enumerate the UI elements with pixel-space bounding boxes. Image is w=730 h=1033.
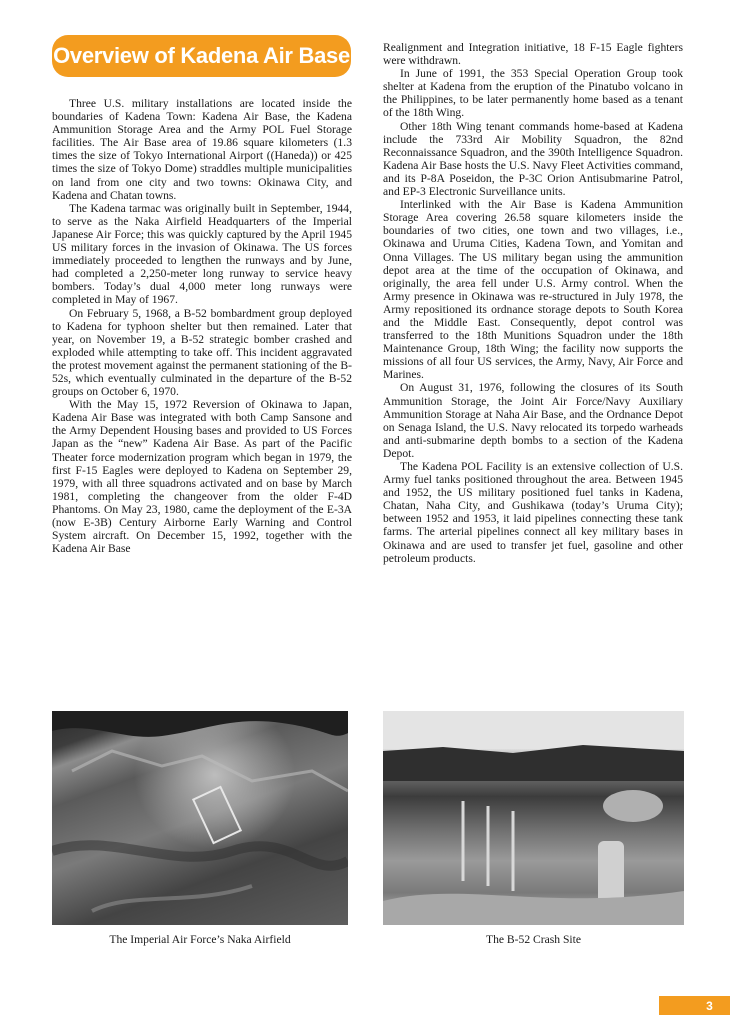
paragraph: On August 31, 1976, following the closures of its South Ammunition Storage, the Joint Air Force/Navy Auxiliary Ammunition Storage at Naha Air Base, and the Ordnance Depot on Senaga Island, the U.S. Navy relocated its torpedo warheads and anti-submarine depth bombs to a section of the Kadena Depot.: [383, 381, 683, 460]
photo-caption: The B-52 Crash Site: [486, 933, 581, 946]
page-title-banner: [52, 35, 351, 77]
crash-site-photo: [383, 711, 684, 925]
paragraph: On February 5, 1968, a B-52 bombardment group deployed to Kadena for typhoon shelter but then remained. Later that year, on November 19, a B-52 strategic bomber crashed and exploded while attempting to take off. This incident aggravated the protest movement against the permanent stationing of the B-52s, which eventually culminated in the departure of the B-52 groups on October 6, 1970.: [52, 306, 352, 399]
paragraph: Three U.S. military installations are located inside the boundaries of Kadena Town: Kadena Air Base, the Kadena Ammunition Storage Area and the Army POL Fuel Storage facilities. The Air Base area of 19.86 square kilometers (1.3 times the size of Tokyo International Airport ((Haneda)) or 425 times the size of Tokyo Dome) straddles multiple municipalities on land from one city and two towns: Okinawa City, and Kadena and Chatan towns.: [52, 97, 352, 202]
right-column: [383, 41, 683, 565]
paragraph: With the May 15, 1972 Reversion of Okinawa to Japan, Kadena Air Base was integrated with both Camp Sansone and the Army Dependent Housing bases and provided to US Forces Japan as the “new” Kadena Air Base. As part of the Pacific Theater force modernization program which began in 1979, the first F-15 Eagles were deployed to Kadena on September 29, 1979, with all three squadrons activated and on base by March 1981, completing the changeover from the older F-4D Phantoms. On May 23, 1980, came the deployment of the E-3A (now E-3B) Century Airborne Early Warning and Control System aircraft. On December 15, 1992, together with the Kadena Air Base: [52, 398, 352, 556]
paragraph: The Kadena tarmac was originally built in September, 1944, to serve as the Naka Airfield Headquarters of the Imperial Japanese Air Force; this was quickly captured by the April 1945 US military forces in the invasion of Okinawa. The US forces immediately proceeded to lengthen the runways and by June, had completed a 2,250-meter long runway to service heavy bombers. Today’s dual 4,000 meter long runways were completed in May of 1967.: [52, 201, 352, 307]
left-column: [52, 97, 352, 555]
aerial-airfield-photo: [52, 711, 348, 925]
paragraph: Other 18th Wing tenant commands home-based at Kadena include the 733rd Air Mobility Squadron, the 82nd Reconnaissance Squadron, and the 390th Intelligence Squadron. Kadena Air Base hosts the U.S. Navy Fleet Activities command, and its P-8A Poseidon, the P-3C Orion Antisubmarine Patrol, and EP-3 Electronic Surveillance units.: [383, 119, 683, 199]
paragraph: Interlinked with the Air Base is Kadena Ammunition Storage Area covering 26.58 square kilometers inside the boundaries of two cities, one town and two villages, i.e., Okinawa and Uruma Cities, Kadena Town, and Yomitan and Onna Villages. The US military began using the ammunition depot area at the time of the occupation of Okinawa, and originally, the area fell under U.S. Army control. When the Army presence in Okinawa was re-structured in July 1978, the Army repositioned its ordnance storage depots to South Korea and the Middle East. Consequently, depot control was transferred to the 18th Munitions Squadron under the 18th Maintenance Group, 18th Wing; the facility now supports the missions of all four US services, the Army, Navy, Air Force and Marines.: [383, 198, 683, 382]
page-number-tab: [659, 996, 730, 1015]
paragraph: In June of 1991, the 353 Special Operation Group took shelter at Kadena from the eruption of the Pinatubo volcano in the Philippines, to be later permanently home based as a tenant of the 18th Wing.: [383, 67, 683, 120]
paragraph-continued: Realignment and Integration initiative, 18 F-15 Eagle fighters were withdrawn.: [383, 41, 683, 68]
page-number: 3: [706, 998, 713, 1013]
photo-caption: The Imperial Air Force’s Naka Airfield: [109, 933, 291, 946]
aerial-photo-detail: [52, 711, 348, 925]
paragraph: The Kadena POL Facility is an extensive collection of U.S. Army fuel tanks positioned throughout the area. Between 1945 and 1952, the US military positioned fuel tanks in Kadena, Chatan, Naha City, and Gushikawa (today’s Uruma City); between 1952 and 1953, it laid pipelines connecting these tank farms. The arterial pipelines connect all key military bases in Okinawa and are used to transfer jet fuel, gasoline and other petroleum products.: [383, 460, 683, 565]
page-title: Overview of Kadena Air Base: [53, 43, 350, 68]
crash-site-detail: [383, 711, 684, 925]
